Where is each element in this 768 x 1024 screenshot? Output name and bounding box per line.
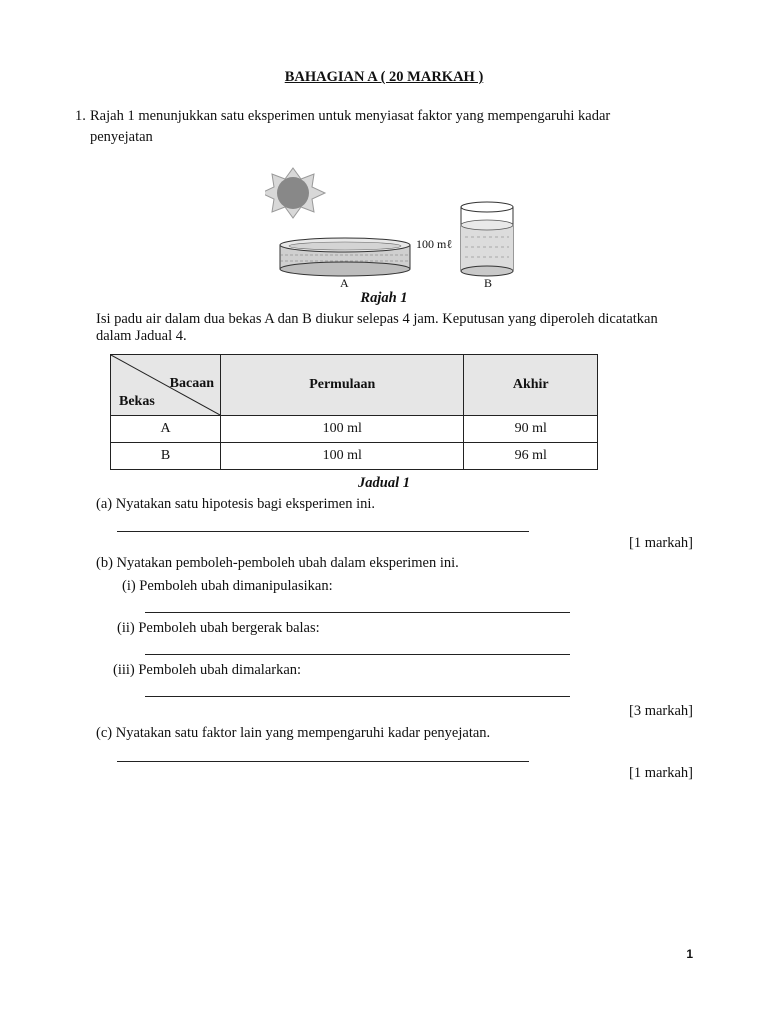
cell-container: B — [111, 443, 221, 470]
beaker-b-icon — [461, 202, 513, 276]
part-b-iii-answer-line[interactable] — [145, 682, 570, 697]
section-heading: BAHAGIAN A ( 20 MARKAH ) — [284, 69, 484, 85]
header-permulaan: Permulaan — [221, 355, 464, 416]
part-a-mark: [1 markah] — [628, 535, 693, 551]
part-b-i-answer-line[interactable] — [145, 598, 570, 613]
paragraph-line-1: Isi padu air dalam dua bekas A dan B diukur selepas 4 jam. Keputusan yang diperoleh dicatatkan — [96, 311, 658, 327]
table-header-row — [111, 355, 598, 416]
sun-icon — [265, 168, 325, 218]
part-b-question: (b) Nyatakan pemboleh-pemboleh ubah dalam eksperimen ini. — [96, 555, 459, 571]
part-b-i-label: (i) Pemboleh ubah dimanipulasikan: — [122, 578, 333, 594]
cell-final: 90 ml — [464, 416, 598, 443]
label-a: A — [340, 276, 349, 290]
label-b: B — [484, 276, 493, 290]
cell-final: 96 ml — [464, 443, 598, 470]
part-b-mark: [3 markah] — [628, 703, 693, 719]
part-b-ii-label: (ii) Pemboleh ubah bergerak balas: — [117, 620, 320, 636]
paragraph-line-2: dalam Jadual 4. — [96, 328, 187, 344]
cell-initial: 100 ml — [221, 443, 464, 470]
figure-caption: Rajah 1 — [360, 290, 408, 306]
table-row — [111, 416, 598, 443]
part-a-question: (a) Nyatakan satu hipotesis bagi eksperimen ini. — [96, 496, 376, 512]
corner-label-bacaan: Bacaan — [169, 376, 214, 391]
dish-a-icon — [280, 238, 410, 276]
question-number: 1. — [75, 108, 86, 124]
corner-cell — [111, 355, 221, 416]
part-c-answer-line[interactable] — [117, 747, 529, 762]
question-text-line-2: penyejatan — [90, 129, 153, 145]
cell-initial: 100 ml — [221, 416, 464, 443]
volume-label: 100 mℓ — [416, 237, 453, 251]
part-c-mark: [1 markah] — [628, 765, 693, 781]
part-b-iii-label: (iii) Pemboleh ubah dimalarkan: — [113, 662, 302, 678]
part-c-question: (c) Nyatakan satu faktor lain yang mempengaruhi kadar penyejatan. — [96, 725, 491, 741]
cell-container: A — [111, 416, 221, 443]
header-akhir: Akhir — [464, 355, 598, 416]
table-row — [111, 443, 598, 470]
part-b-ii-answer-line[interactable] — [145, 640, 570, 655]
corner-label-bekas: Bekas — [119, 394, 155, 409]
experiment-figure — [265, 165, 525, 293]
page-number: 1 — [686, 947, 693, 961]
experiment-illustration — [265, 165, 525, 293]
question-text-line-1: Rajah 1 menunjukkan satu eksperimen untuk menyiasat faktor yang mempengaruhi kadar — [90, 108, 611, 124]
results-table — [110, 354, 598, 470]
table-caption: Jadual 1 — [358, 475, 410, 491]
part-a-answer-line[interactable] — [117, 517, 529, 532]
